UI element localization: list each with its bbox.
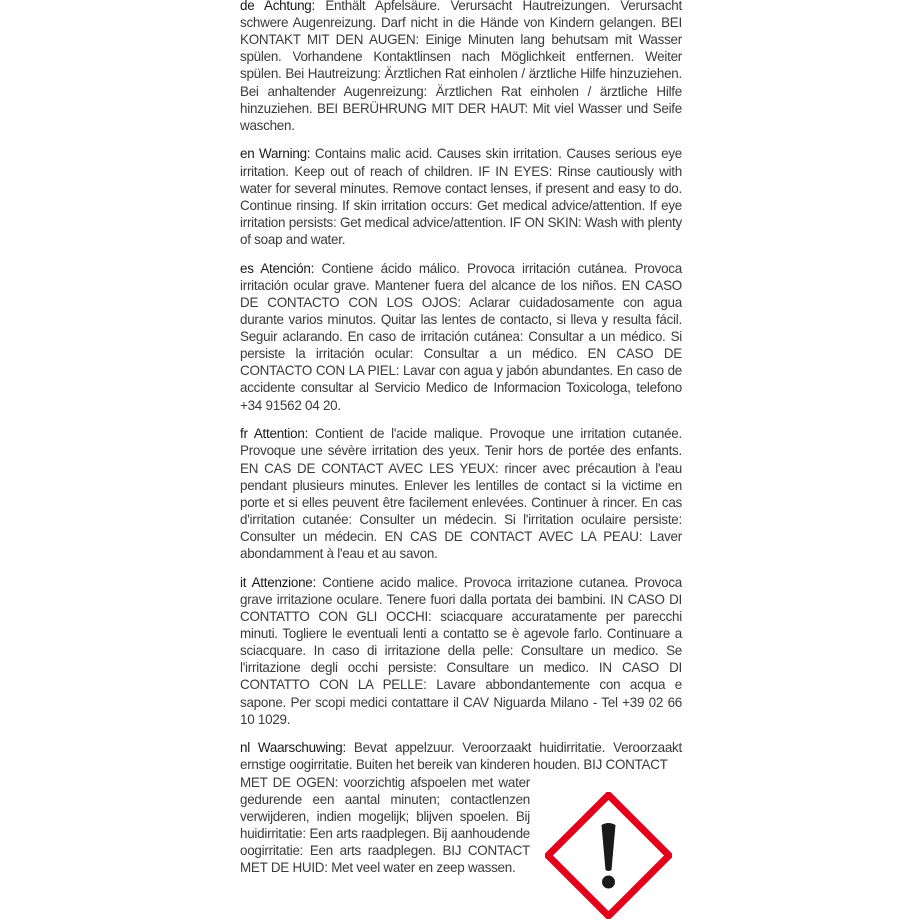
warning-block-fr: [240, 425, 682, 562]
warning-text: Contiene ácido málico. Provoca irritación cutánea. Provoca irritación ocular grave. Mantener fuera del alcance de los niños. EN CASO DE CONTACTO CON LOS OJOS: Aclarar cuidadosamente con agua durante varios minutos. Quitar las lentes de contacto, si lleva y resulta fácil. Seguir aclarando. En caso de irritación cutánea: Consultar a un médico. Si persiste la irritación ocular: Consultar a un médico. EN CASO DE CONTACTO CON LA PIEL: Lavar con agua y jabón abundantes. En caso de accidente consultar al Servicio Medico de Informacion Toxicologa, telefono +34 91562 04 20.: [240, 260, 682, 413]
language-heading: nl Waarschuwing:: [240, 740, 346, 756]
warning-text: Contiene acido malice. Provoca irritazione cutanea. Provoca grave irritazione oculare. Tenere fuori dalla portata dei bambini. IN CASO DI CONTATTO CON GLI OCCHI: sciacquare accuratamente per parecchi minuti. Togliere le eventuali lenti a contatto se è agevole farlo. Continuare a sciacquare. In caso di irritazione della pelle: Consultare un medico. Se l'irritazione degli occhi persiste: Consultare un medico. IN CASO DI CONTATTO CON LA PELLE: Lavare abbondantemente con acqua e sapone. Per scopi medici contattare il CAV Niguarda Milano - Tel +39 02 66 10 1029.: [240, 574, 683, 727]
safety-label-text: [240, 0, 682, 876]
ghs-exclamation-mark-icon: [545, 792, 672, 919]
warning-block-en: [240, 145, 682, 248]
language-heading: fr Attention:: [240, 426, 309, 442]
warning-text: Bevat appelzuur. Veroorzaakt huidirritatie. Veroorzaakt ernstige oogirritatie. Buiten het bereik van kinderen houden. BIJ CONTACT: [240, 740, 682, 773]
warning-text: Contient de l'acide malique. Provoque une irritation cutanée. Provoque une sévère irritation des yeux. Tenir hors de portée des enfants. EN CAS DE CONTACT AVEC LES YEUX: rincer avec précaution à l'eau pendant plusieurs minutes. Enlever les lentilles de contact si la victime en porte et si elles peuvent être facilement enlevées. Continuer à rincer. En cas d'irritation cutanée: Consulter un médecin. Si l'irritation oculaire persiste: Consulter un médecin. EN CAS DE CONTACT AVEC LA PEAU: Laver abondamment à l'eau et au savon.: [240, 426, 683, 562]
warning-nl-top: [240, 739, 682, 773]
warning-nl-bottom: MET DE OGEN: voorzichtig afspoelen met water gedurende een aantal minuten; contactlenzen verwijderen, indien mogelijk; blijven spoelen. Bij huidirritatie: Een arts raadplegen. Bij aanhoudende oogirritatie: Een arts raadplegen. BIJ CONTACT MET DE HUID: Met veel water en zeep wassen.: [240, 774, 530, 876]
warning-block-es: [240, 260, 682, 414]
language-heading: de Achtung:: [240, 0, 316, 13]
warning-text: Enthält Apfelsäure. Verursacht Hautreizungen. Verursacht schwere Augenreizung. Darf nicht in die Hände von Kindern gelangen. BEI KONTAKT MIT DEN AUGEN: Einige Minuten lang behutsam mit Wasser spülen. Vorhandene Kontaktlinsen nach Möglichkeit entfernen. Weiter spülen. Bei Hautreizung: Ärztlichen Rat einholen / ärztliche Hilfe hinzuziehen. Bei anhaltender Augenreizung: Ärztlichen Rat einholen / ärztliche Hilfe hinzuziehen. BEI BERÜHRUNG MIT DER HAUT: Mit viel Wasser und Seife waschen.: [240, 0, 682, 133]
warning-block-it: [240, 574, 682, 728]
language-heading: es Atención:: [240, 260, 315, 276]
warning-text: Contains malic acid. Causes skin irritation. Causes serious eye irritation. Keep out of reach of children. IF IN EYES: Rinse cautiously with water for several minutes. Remove contact lenses, if present and easy to do. Continue rinsing. If skin irritation occurs: Get medical advice/attention. If eye irritation persists: Get medical advice/attention. IF ON SKIN: Wash with plenty of soap and water.: [240, 146, 682, 248]
language-heading: en Warning:: [240, 146, 311, 162]
language-heading: it Attenzione:: [240, 574, 316, 590]
warning-block-de: [240, 0, 682, 134]
